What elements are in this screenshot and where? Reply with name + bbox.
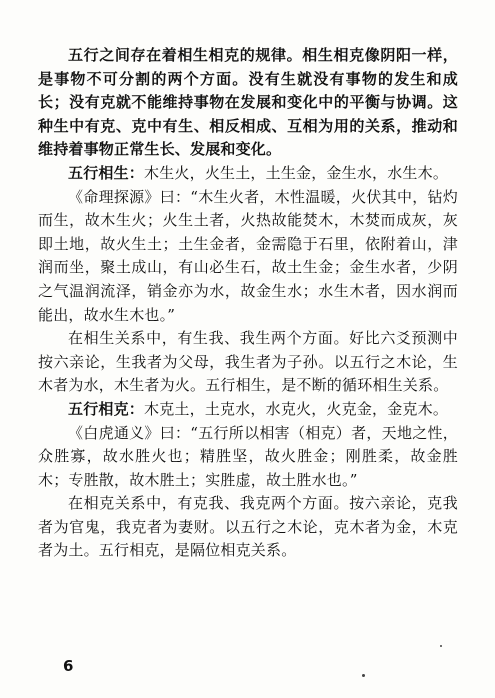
paragraph-text: 《白虎通义》曰：“五行所以相害（相克）者，天地之性，众胜寡，故水胜火也；精胜坚，故火胜金；刚胜柔，故金胜木；专胜散，故木胜土；实胜虚，故土胜水也。” <box>38 423 458 489</box>
paragraph-mingli-tanyuan-quote <box>38 186 458 328</box>
paragraph-xiangsheng-relations <box>38 327 458 398</box>
paragraph-text: 《命理探源》曰：“木生火者，木性温暖，火伏其中，钻灼而生，故木生火；火生土者，火热故能焚木，木焚而成灰，灰即土地，故火生土；土生金者，金需隐于石里，依附着山，津润而坐，聚土成山，有山必生石，故土生金；金生水者，少阴之气温润流泽，销金亦为水，故金生水；水生木者，因水润而能出，故水生木也。” <box>38 187 458 324</box>
paragraph-sheng-ke-intro <box>38 44 458 162</box>
paragraph-baihu-tongyi-quote <box>38 422 458 493</box>
scan-speck <box>362 674 365 677</box>
paragraph-wuxing-xiangke <box>38 398 458 422</box>
paragraph-lead: 五行相克： <box>68 399 145 418</box>
paragraph-wuxing-xiangsheng <box>38 162 458 186</box>
paragraph-text: 五行之间存在着相生相克的规律。相生相克像阴阳一样，是事物不可分割的两个方面。没有生就没有事物的发生和成长；没有克就不能维持事物在发展和变化中的平衡与协调。这种生中有克、克中有生、相反相成、互相为用的关系，推动和维持着事物正常生长、发展和变化。 <box>38 46 458 159</box>
paragraph-text: 木生火，火生土，土生金，金生水，水生木。 <box>144 163 449 182</box>
scan-speck <box>440 645 442 647</box>
page-body <box>38 44 458 563</box>
paragraph-text: 在相生关系中，有生我、我生两个方面。好比六爻预测中按六亲论，生我者为父母，我生者为子孙。以五行之木论，生木者为水，木生者为火。五行相生，是不断的循环相生关系。 <box>38 329 458 395</box>
paragraph-text: 木克土，土克水，水克火，火克金，金克木。 <box>144 399 449 418</box>
paragraph-xiangke-relations <box>38 492 458 563</box>
paragraph-text: 在相克关系中，有克我、我克两个方面。按六亲论，克我者为官鬼，我克者为妻财。以五行之木论，克木者为金，木克者为土。五行相克，是隔位相克关系。 <box>38 494 458 560</box>
page-number: 6 <box>63 657 74 675</box>
paragraph-lead: 五行相生： <box>68 163 145 182</box>
